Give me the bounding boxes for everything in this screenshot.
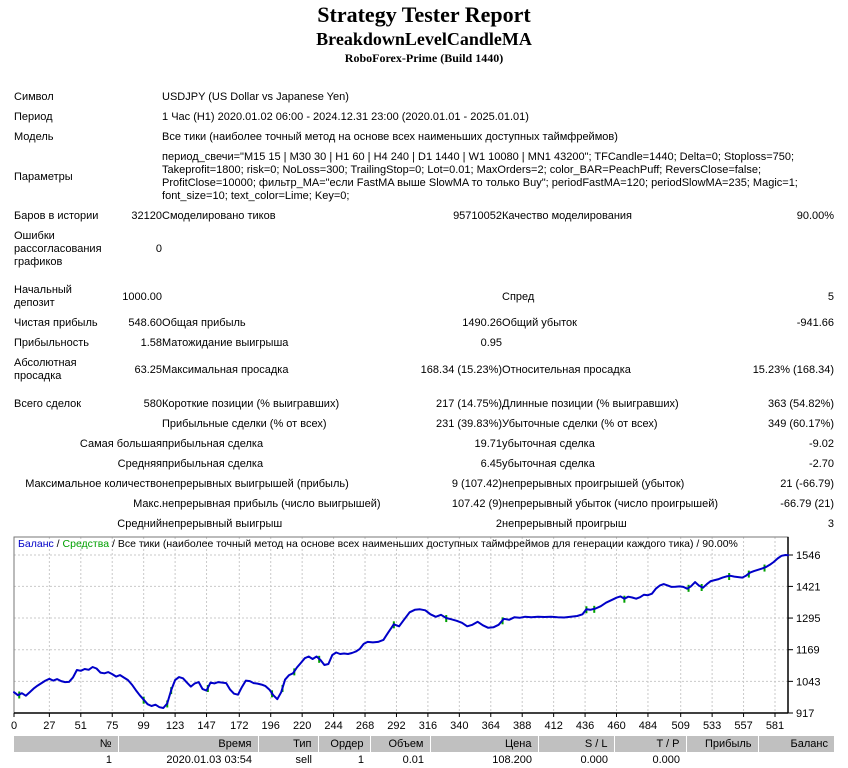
stat-label: Период (14, 111, 53, 123)
stat-value: 1490.26 (462, 317, 503, 329)
stat-label: убыточная сделка (502, 458, 595, 470)
x-axis-label: 292 (387, 720, 406, 732)
stats-row (14, 128, 834, 148)
x-axis-label: 51 (74, 720, 87, 732)
stat-value: 107.42 (9) (451, 498, 503, 510)
stat-value: -2.70 (808, 458, 835, 470)
stat-label: Всего сделок (14, 398, 82, 410)
stat-value: 5 (827, 290, 835, 303)
stats-row (14, 148, 834, 207)
stat-label: Средняя (117, 458, 163, 470)
x-axis-label: 99 (137, 720, 150, 732)
column-header: Прибыль (686, 736, 758, 752)
trade-cell: 0.01 (402, 754, 424, 766)
x-axis-label: 460 (607, 720, 626, 732)
stat-value: 6.45 (480, 458, 503, 470)
stats-row (14, 475, 834, 495)
stat-label: прибыльная сделка (162, 438, 264, 450)
chart-legend: Баланс / Средства / Все тики (наиболее точный метод на основе всех наименьших доступных таймфреймов для генерации каждого тика) / 90.00% (18, 538, 738, 550)
stat-label: Средний (117, 518, 163, 530)
page-title: Strategy Tester Report (317, 2, 531, 27)
stat-label: Качество моделирования (502, 210, 633, 222)
stats-spacer-row (14, 273, 834, 281)
stat-value: 168.34 (15.23%) (420, 363, 503, 376)
x-axis-label: 364 (481, 720, 500, 732)
y-axis-label: 1043 (796, 676, 821, 689)
stat-value: 90.00% (796, 210, 835, 222)
x-axis-label: 316 (418, 720, 438, 732)
stats-row (14, 415, 834, 435)
stat-label: непрерывных проигрышей (убыток) (502, 478, 685, 490)
trade-cell: 2020.01.03 03:54 (166, 754, 252, 766)
stats-row (14, 435, 834, 455)
y-axis-label: 1421 (796, 581, 821, 594)
stat-label: Начальный депозит (14, 284, 72, 309)
column-header: Тип (258, 736, 318, 752)
stat-label: Символ (14, 91, 54, 103)
stat-label: непрерывный убыток (число проигрышей) (502, 498, 719, 510)
x-axis-label: 533 (702, 720, 722, 732)
x-axis-label: 268 (355, 720, 375, 732)
stat-value: 63.25 (134, 363, 163, 376)
x-axis-label: 581 (765, 720, 785, 732)
column-header: № (14, 736, 118, 752)
stats-row (14, 207, 834, 227)
y-axis-label: 1169 (796, 644, 820, 657)
stat-label: Короткие позиции (% выигравших) (162, 398, 340, 410)
x-axis-label: 436 (575, 720, 595, 732)
stats-spacer-row (14, 387, 834, 395)
stats-row (14, 495, 834, 515)
x-axis-label: 509 (671, 720, 690, 732)
stat-label: Ошибки рассогласования графиков (14, 230, 102, 268)
stat-value: 0.95 (480, 337, 503, 349)
x-axis-label: 340 (450, 720, 469, 732)
stats-row (14, 395, 834, 415)
stat-label: Абсолютная просадка (14, 357, 77, 382)
stat-value: 9 (107.42) (451, 478, 503, 490)
stat-label: непрерывный выигрыш (162, 518, 283, 530)
stat-label: Самая большая (79, 438, 163, 450)
stat-label: непрерывных выигрышей (прибыль) (162, 478, 349, 490)
y-axis-label: 1295 (796, 613, 821, 626)
stat-value: 363 (54.82%) (767, 398, 835, 410)
stat-label: Максимальная просадка (162, 363, 289, 376)
balance-chart (0, 533, 848, 735)
stat-label (502, 334, 834, 354)
stat-label: непрерывный проигрыш (502, 518, 627, 530)
stat-label: Макс. (133, 498, 163, 510)
stat-value: -941.66 (796, 317, 835, 329)
column-header: Баланс (758, 736, 834, 752)
stat-label: убыточная сделка (502, 438, 595, 450)
stats-row (14, 227, 834, 273)
stat-label: 1 Час (H1) 2020.01.02 06:00 - 2024.12.31 23:00 (2020.01.01 - 2025.01.01) (162, 111, 529, 123)
x-axis-label: 172 (230, 720, 249, 732)
stat-label: Смоделировано тиков (162, 210, 276, 222)
x-axis-label: 388 (513, 720, 532, 732)
y-axis-label: 917 (796, 708, 815, 720)
stat-label: Длинные позиции (% выигравших) (502, 398, 679, 410)
stat-label (162, 281, 502, 314)
stat-label: Прибыльность (14, 337, 89, 349)
x-axis-label: 484 (638, 720, 658, 732)
stat-value: 1000.00 (122, 290, 163, 303)
stat-value: 21 (-66.79) (780, 478, 835, 490)
trade-cell: 0.000 (652, 754, 680, 766)
x-axis-label: 0 (10, 720, 18, 732)
x-axis-label: 75 (106, 720, 119, 732)
column-header: Время (118, 736, 258, 752)
stat-label: Модель (14, 131, 54, 143)
x-axis-label: 27 (43, 720, 56, 732)
x-axis-label: 147 (197, 720, 216, 732)
stat-value: 15.23% (168.34) (752, 363, 835, 376)
stat-label: Параметры (14, 170, 73, 183)
stat-value: -66.79 (21) (780, 498, 835, 510)
stat-label: непрерывная прибыль (число выигрышей) (162, 498, 381, 510)
stat-label: Максимальное количество (25, 478, 163, 490)
stat-value: 3 (827, 518, 835, 530)
stat-label: Все тики (наиболее точный метод на основе всех наименьших доступных таймфреймов) (162, 131, 618, 143)
stats-row (14, 314, 834, 334)
column-header: Объем (370, 736, 430, 752)
stat-label: USDJPY (US Dollar vs Japanese Yen) (162, 91, 349, 103)
stat-label: Спред (502, 290, 535, 303)
stat-label (14, 415, 162, 435)
column-header: S / L (538, 736, 614, 752)
column-header: Цена (430, 736, 538, 752)
column-header: Ордер (318, 736, 370, 752)
x-axis-label: 557 (734, 720, 753, 732)
stat-label: период_свечи="M15 15 | M30 30 | H1 60 | H4 240 | D1 1440 | W1 10080 | MN1 43200"; TFCandle=1440; Delta=0; Stoploss=750; Takeprofit=1800; risk=0; NoLoss=300; TrailingStop=0; Lot=0.01; MaxOrders=2; color_BAR=PeachPuff; ReversClose=false; ProfitClose=10000; фильтр_MA="если FastMA выше SlowMA то только Buy"; periodFastMA=120; periodSlowMA=235; Magic=1; font_size=10; text_color=Lime; Key=0; (162, 151, 798, 202)
stat-label: Убыточные сделки (% от всех) (502, 418, 658, 430)
x-axis-label: 220 (292, 720, 312, 732)
stat-value: 349 (60.17%) (767, 418, 835, 430)
stat-label: Матожидание выигрыша (162, 337, 289, 349)
stat-value: 95710052 (453, 210, 503, 222)
trades-header-row (14, 736, 834, 752)
stat-value: 580 (143, 398, 163, 410)
stat-value: 19.71 (474, 438, 503, 450)
stat-value: 548.60 (128, 317, 163, 329)
stat-label: Общий убыток (502, 317, 577, 329)
stat-label: Баров в истории (14, 210, 99, 222)
stat-value: 231 (39.83%) (435, 418, 503, 430)
x-axis-label: 196 (261, 720, 280, 732)
stats-row (14, 354, 834, 387)
stat-value: 0 (155, 243, 163, 255)
column-header: T / P (614, 736, 686, 752)
stat-value: 2 (495, 518, 503, 530)
stat-label: Относительная просадка (502, 363, 631, 376)
stats-row (14, 515, 834, 535)
stats-table (14, 88, 834, 535)
y-axis-label: 1546 (796, 550, 821, 562)
stats-row (14, 108, 834, 128)
stat-label (162, 227, 834, 273)
stats-row (14, 334, 834, 354)
trades-section (14, 736, 834, 768)
stat-value: 217 (14.75%) (435, 398, 503, 410)
trade-cell: 1 (357, 754, 364, 766)
stats-row (14, 88, 834, 108)
stat-label: Прибыльные сделки (% от всех) (162, 418, 327, 430)
report-header (0, 2, 848, 66)
stat-label: прибыльная сделка (162, 458, 264, 470)
stats-row (14, 455, 834, 475)
stat-value: 32120 (131, 210, 163, 222)
stat-label: Чистая прибыль (14, 317, 98, 329)
x-axis-label: 123 (165, 720, 185, 732)
stats-section (14, 88, 834, 535)
stat-value: -9.02 (808, 438, 835, 450)
trades-table (14, 736, 834, 768)
x-axis-label: 244 (324, 720, 343, 732)
trade-cell: 108.200 (492, 754, 532, 766)
stat-label: Общая прибыль (162, 317, 246, 329)
trade-cell: 0.000 (580, 754, 608, 766)
trade-cell: sell (295, 754, 312, 766)
stats-row (14, 281, 834, 314)
trade-cell: 1 (105, 754, 112, 766)
x-axis-label: 412 (544, 720, 563, 732)
stat-value: 1.58 (140, 337, 163, 349)
strategy-name: BreakdownLevelCandleMA (316, 29, 532, 49)
server-build: RoboForex-Prime (Build 1440) (344, 51, 504, 65)
